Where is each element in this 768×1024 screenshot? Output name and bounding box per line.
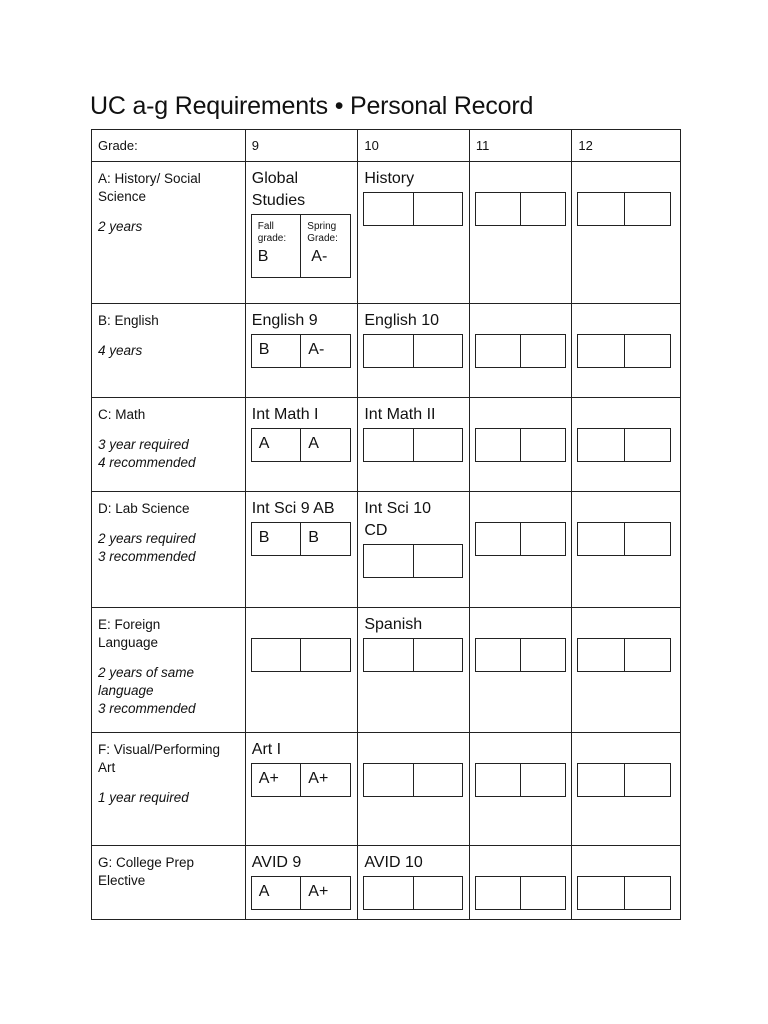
fall-grade-field[interactable]: B	[258, 529, 270, 546]
requirement-row-b	[92, 304, 681, 398]
fall-grade-field[interactable]	[476, 764, 520, 796]
course-name: History	[364, 170, 415, 187]
fall-grade-field[interactable]	[476, 523, 520, 555]
grade-box	[577, 763, 671, 797]
requirement-name: B: English	[98, 313, 159, 328]
course-name: Art I	[251, 741, 282, 758]
course-name: Int Sci 9 AB	[251, 500, 335, 517]
spring-grade-field[interactable]	[520, 335, 565, 367]
grade-box	[251, 428, 351, 462]
grade-9-cell	[245, 846, 358, 920]
requirement-note: 4 years	[98, 343, 143, 358]
grade-12-cell	[572, 398, 681, 492]
grade-box	[475, 638, 566, 672]
course-name: AVID 9	[251, 854, 302, 871]
fall-grade-field[interactable]	[476, 335, 520, 367]
fall-grade-field[interactable]	[364, 764, 413, 796]
spring-grade-field[interactable]: A-	[300, 335, 350, 367]
grade-box	[577, 428, 671, 462]
grade-11-cell	[469, 304, 572, 398]
fall-grade-field[interactable]	[252, 215, 301, 277]
grade-10-header: 10	[358, 130, 470, 162]
fall-grade-label: Fall grade:	[257, 221, 287, 244]
requirement-row-e	[92, 608, 681, 733]
grade-11-cell	[469, 608, 572, 733]
fall-grade-field[interactable]	[578, 639, 624, 671]
fall-grade-field[interactable]	[476, 193, 520, 225]
spring-grade-field[interactable]	[520, 764, 565, 796]
fall-grade-field[interactable]	[578, 335, 624, 367]
requirement-name: A: History/ Social Science	[98, 171, 201, 204]
fall-grade-field[interactable]	[476, 639, 520, 671]
spring-grade-field[interactable]	[413, 639, 463, 671]
course-name: Int Sci 10 CD	[364, 500, 432, 539]
grade-box	[363, 763, 463, 797]
grade-label: Grade:	[92, 130, 246, 162]
spring-grade-field[interactable]	[413, 545, 463, 577]
grade-box	[363, 876, 463, 910]
requirement-cell	[92, 492, 246, 608]
grade-box	[363, 428, 463, 462]
requirement-row-a	[92, 162, 681, 304]
requirement-cell	[92, 846, 246, 920]
spring-grade-field[interactable]: A+	[300, 764, 350, 796]
fall-grade-field[interactable]	[364, 429, 413, 461]
fall-grade-field[interactable]: A	[258, 435, 270, 452]
requirement-row-f	[92, 733, 681, 846]
spring-grade-field[interactable]	[624, 877, 671, 909]
grade-12-cell	[572, 492, 681, 608]
fall-grade-field[interactable]	[578, 877, 624, 909]
grade-box	[475, 428, 566, 462]
requirement-cell	[92, 304, 246, 398]
grade-box	[251, 638, 351, 672]
requirement-note: 3 year required 4 recommended	[98, 437, 196, 470]
requirement-row-g	[92, 846, 681, 920]
grade-12-cell	[572, 608, 681, 733]
grade-box	[475, 763, 566, 797]
grade-box	[251, 763, 351, 797]
grade-10-cell	[358, 304, 470, 398]
grade-11-cell	[469, 846, 572, 920]
grade-box	[251, 214, 351, 278]
page-title: UC a-g Requirements • Personal Record	[90, 92, 534, 120]
grade-11-cell	[469, 492, 572, 608]
grade-9-header: 9	[245, 130, 358, 162]
fall-grade-value: B	[257, 248, 269, 265]
grade-11-header: 11	[469, 130, 572, 162]
grade-12-cell	[572, 304, 681, 398]
grade-box	[251, 876, 351, 910]
grade-11-cell	[469, 162, 572, 304]
fall-grade-field[interactable]	[476, 877, 520, 909]
grade-10-cell	[358, 846, 470, 920]
fall-grade-field[interactable]	[476, 429, 520, 461]
requirement-name: C: Math	[98, 407, 146, 422]
grade-box	[577, 638, 671, 672]
spring-grade-field[interactable]	[413, 335, 463, 367]
fall-grade-field[interactable]: B	[258, 341, 270, 358]
requirement-cell	[92, 733, 246, 846]
grade-box	[363, 638, 463, 672]
grade-12-cell	[572, 162, 681, 304]
grade-12-header: 12	[572, 130, 681, 162]
fall-grade-field[interactable]	[578, 193, 624, 225]
spring-grade-field[interactable]	[520, 639, 565, 671]
header-row	[92, 130, 681, 162]
requirement-name: D: Lab Science	[98, 501, 190, 516]
spring-grade-field[interactable]	[624, 335, 671, 367]
fall-grade-field[interactable]	[364, 545, 413, 577]
course-name: English 10	[364, 312, 440, 329]
grade-9-cell	[245, 304, 358, 398]
requirement-note: 2 years of same language 3 recommended	[98, 665, 196, 716]
fall-grade-field[interactable]	[578, 523, 624, 555]
grade-box	[363, 334, 463, 368]
grade-box	[577, 522, 671, 556]
spring-grade-field[interactable]	[520, 523, 565, 555]
spring-grade-field[interactable]: B	[300, 523, 350, 555]
requirement-cell	[92, 608, 246, 733]
requirement-name: F: Visual/Performing Art	[98, 742, 221, 775]
grade-10-cell	[358, 162, 470, 304]
spring-grade-field[interactable]	[624, 764, 671, 796]
spring-grade-field[interactable]	[300, 639, 350, 671]
grade-box	[577, 192, 671, 226]
grade-11-cell	[469, 398, 572, 492]
grade-box	[363, 544, 463, 578]
grade-box	[475, 876, 566, 910]
fall-grade-field[interactable]	[364, 193, 413, 225]
grade-9-cell	[245, 492, 358, 608]
requirement-note: 1 year required	[98, 790, 189, 805]
spring-grade-field[interactable]	[520, 429, 565, 461]
fall-grade-field[interactable]: A+	[258, 770, 279, 787]
grade-9-cell	[245, 608, 358, 733]
spring-grade-field[interactable]	[413, 429, 463, 461]
spring-grade-field[interactable]	[520, 193, 565, 225]
spring-grade-field[interactable]	[624, 429, 671, 461]
spring-grade-field[interactable]: A	[300, 429, 350, 461]
requirement-row-d	[92, 492, 681, 608]
requirements-table	[91, 129, 681, 920]
grade-box	[475, 334, 566, 368]
spring-grade-field[interactable]	[300, 215, 350, 277]
course-name: Int Math I	[251, 406, 319, 423]
spring-grade-label: Spring Grade:	[307, 221, 338, 244]
spring-grade-field[interactable]	[413, 764, 463, 796]
grade-box	[475, 522, 566, 556]
spring-grade-field[interactable]: A+	[300, 877, 350, 909]
requirement-cell	[92, 398, 246, 492]
fall-grade-field[interactable]	[364, 335, 413, 367]
requirement-cell	[92, 162, 246, 304]
spring-grade-field[interactable]	[413, 877, 463, 909]
spring-grade-field[interactable]	[624, 639, 671, 671]
course-name: English 9	[251, 312, 318, 329]
grade-box	[251, 334, 351, 368]
course-name: Global Studies	[251, 170, 306, 209]
grade-box	[475, 192, 566, 226]
grade-10-cell	[358, 608, 470, 733]
requirement-name: E: Foreign Language	[98, 617, 161, 650]
grade-10-cell	[358, 733, 470, 846]
fall-grade-field[interactable]	[578, 764, 624, 796]
fall-grade-field[interactable]	[364, 877, 413, 909]
grade-box	[363, 192, 463, 226]
requirement-row-c	[92, 398, 681, 492]
spring-grade-field[interactable]	[624, 523, 671, 555]
spring-grade-field[interactable]	[413, 193, 463, 225]
fall-grade-field[interactable]	[252, 639, 301, 671]
grade-box	[251, 522, 351, 556]
spring-grade-value: A-	[311, 248, 328, 265]
grade-9-cell	[245, 398, 358, 492]
fall-grade-field[interactable]	[578, 429, 624, 461]
course-name: Spanish	[364, 616, 423, 633]
grade-box	[577, 334, 671, 368]
requirement-name: G: College Prep Elective	[98, 855, 195, 888]
grade-12-cell	[572, 733, 681, 846]
requirement-note: 2 years required 3 recommended	[98, 531, 196, 564]
fall-grade-field[interactable]	[364, 639, 413, 671]
requirement-note: 2 years	[98, 219, 143, 234]
grade-10-cell	[358, 492, 470, 608]
grade-box	[577, 876, 671, 910]
grade-12-cell	[572, 846, 681, 920]
grade-9-cell	[245, 162, 358, 304]
spring-grade-field[interactable]	[520, 877, 565, 909]
fall-grade-field[interactable]: A	[258, 883, 270, 900]
grade-9-cell	[245, 733, 358, 846]
grade-11-cell	[469, 733, 572, 846]
course-name: Int Math II	[364, 406, 436, 423]
spring-grade-field[interactable]	[624, 193, 671, 225]
course-name: AVID 10	[364, 854, 423, 871]
grade-10-cell	[358, 398, 470, 492]
